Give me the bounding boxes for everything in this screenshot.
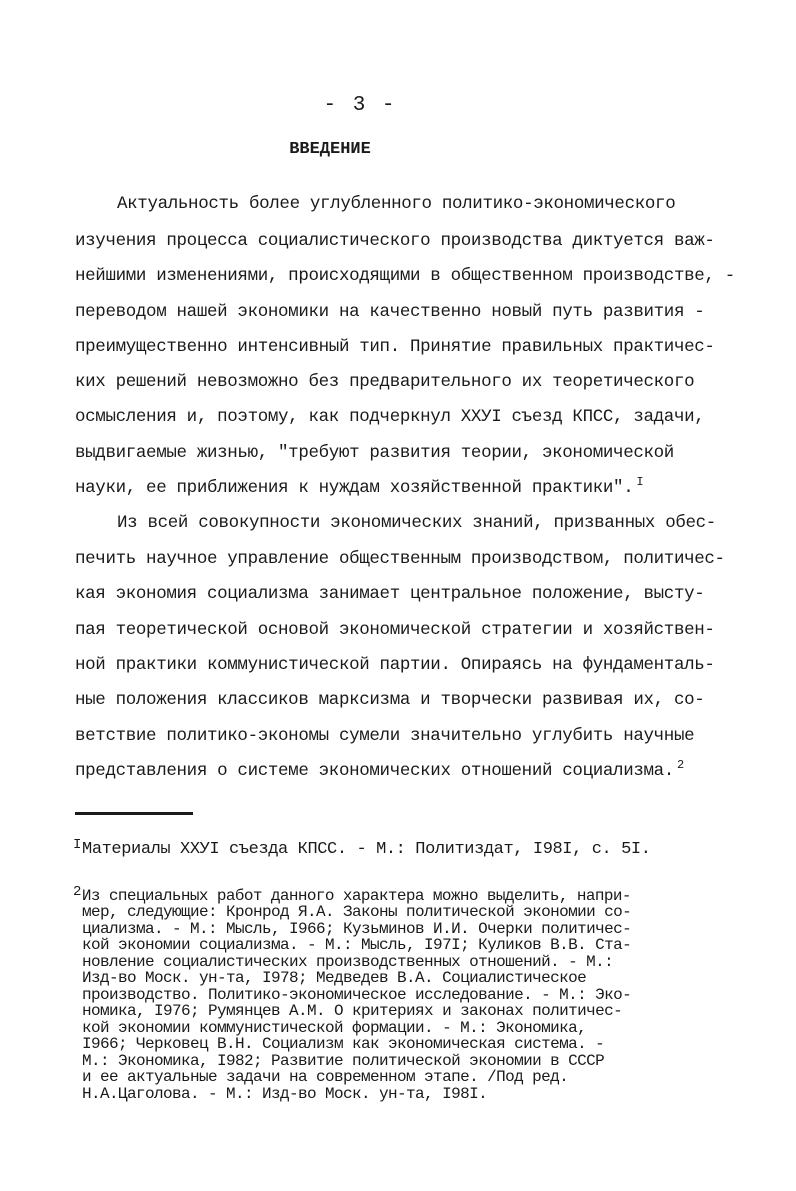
paragraph-1-line-5: преимущественно интенсивный тип. Принятие правильных практичес- xyxy=(75,337,715,357)
footnote-2-line-9: кой экономии коммунистической формации. - М.: Экономика, xyxy=(82,1019,587,1037)
footnote-2-line-7: производство. Политико-экономическое исследование. - М.: Эко- xyxy=(82,986,632,1004)
paragraph-2-line-2: печить научное управление общественным производством, политичес- xyxy=(75,549,725,569)
paragraph-2-line-1: Из всей совокупности экономических знаний, призванных обес- xyxy=(117,513,716,533)
footnote-ref-2: 2 xyxy=(676,758,684,772)
footnote-ref-1: I xyxy=(636,475,644,489)
paragraph-2-line-8 xyxy=(75,759,684,783)
paragraph-1-line-2: изучения процесса социалистического производства диктуется важ- xyxy=(75,231,715,251)
footnote-1-mark: I xyxy=(73,837,82,853)
footnote-2-line-5: новление социалистических производственных отношений. - М.: xyxy=(82,953,614,971)
footnote-2-mark: 2 xyxy=(73,884,81,900)
footnote-2-line-12: и ее актуальные задачи на современном этапе. /Под ред. xyxy=(82,1068,569,1086)
paragraph-1-line-9 xyxy=(75,476,643,500)
footnote-1 xyxy=(73,838,651,862)
paragraph-1-line-4: переводом нашей экономики на качественно новый путь развития - xyxy=(75,302,705,322)
footnote-separator xyxy=(75,812,193,815)
footnote-2-line-1 xyxy=(73,884,631,905)
footnote-2-line-11: М.: Экономика, I982; Развитие политической экономии в СССР xyxy=(82,1052,605,1070)
paragraph-2-line-6: ные положения классиков марксизма и творчески развивая их, со- xyxy=(75,690,705,710)
footnote-2-line-10: I966; Черковец В.Н. Социализм как экономическая система. - xyxy=(82,1035,605,1053)
paragraph-2-line-4: пая теоретической основой экономической стратегии и хозяйствен- xyxy=(75,620,715,640)
footnote-2-line-1-text: Из специальных работ данного характера можно выделить, напри- xyxy=(81,887,631,905)
footnote-2-line-6: Изд-во Моск. ун-та, I978; Медведев В.А. Социалистическое xyxy=(82,969,587,987)
paragraph-1-line-7: осмысления и, поэтому, как подчеркнул ХХУI съезд КПСС, задачи, xyxy=(75,407,705,427)
paragraph-2-line-3: кая экономия социализма занимает центральное положение, высту- xyxy=(75,584,705,604)
footnote-2-line-3: циализма. - М.: Мысль, I966; Кузьминов И.И. Очерки политичес- xyxy=(82,920,632,938)
section-heading: ВВЕДЕНИЕ xyxy=(289,140,371,159)
paragraph-1-line-8: выдвигаемые жизнью, "требуют развития теории, экономической xyxy=(75,443,674,463)
paragraph-2-line-8-text: представления о системе экономических отношений социализма. xyxy=(75,761,674,781)
footnote-2-line-2: мер, следующие: Кронрод Я.А. Законы политической экономии со- xyxy=(82,903,632,921)
paragraph-1-line-3: нейшими изменениями, происходящими в общественном производстве, - xyxy=(75,266,735,286)
footnote-2-line-13: Н.А.Цаголова. - М.: Изд-во Моск. ун-та, I98I. xyxy=(82,1085,488,1103)
paragraph-2-line-5: ной практики коммунистической партии. Опираясь на фундаменталь- xyxy=(75,655,715,675)
footnote-1-text: Материалы ХХУI съезда КПСС. - М.: Политиздат, I98I, с. 5I. xyxy=(82,840,651,859)
footnote-2-line-4: кой экономии социализма. - М.: Мысль, I97I; Куликов В.В. Ста- xyxy=(82,936,632,954)
page-number: - 3 - xyxy=(323,94,397,117)
paragraph-1-line-6: ких решений невозможно без предварительного их теоретического xyxy=(75,372,695,392)
paragraph-2-line-7: ветствие политико-экономы сумели значительно углубить научные xyxy=(75,726,695,746)
paragraph-1-line-9-text: науки, ее приближения к нуждам хозяйственной практики". xyxy=(75,478,634,498)
paragraph-1-line-1: Актуальность более углубленного политико-экономического xyxy=(117,194,676,214)
footnote-2-line-8: номика, I976; Румянцев А.М. О критериях и законах политичес- xyxy=(82,1002,623,1020)
